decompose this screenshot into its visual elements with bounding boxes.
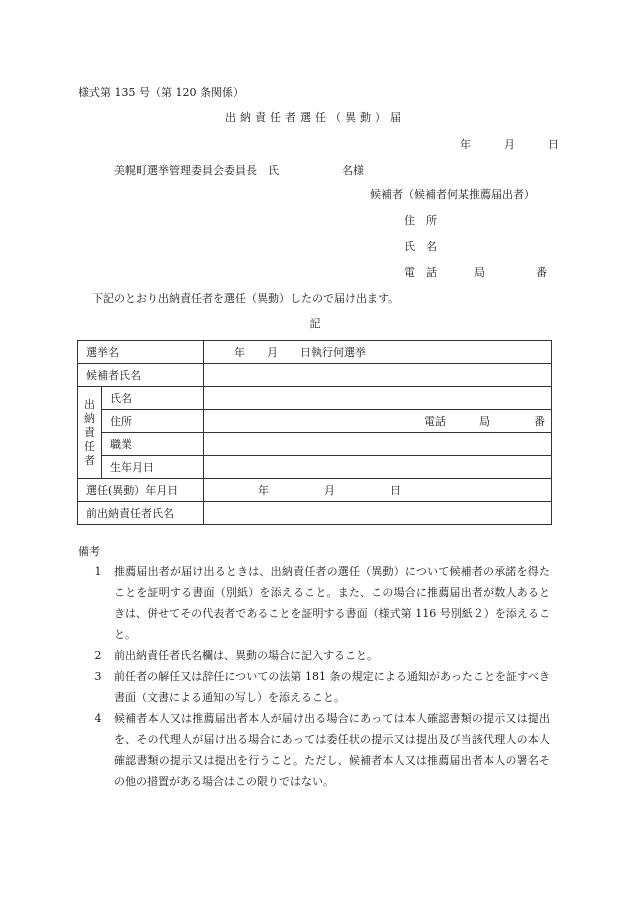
date-day: 日 (548, 138, 559, 151)
appointment-year: 年 (258, 484, 269, 497)
appointment-day: 日 (390, 484, 401, 497)
treasurer-address-value[interactable] (204, 410, 552, 433)
previous-treasurer-value[interactable] (204, 502, 552, 525)
table-row (78, 341, 552, 364)
appointment-value[interactable] (204, 479, 552, 502)
note-number: 3 (94, 670, 102, 683)
treasurer-birthdate-label: 生年月日 (102, 456, 204, 479)
date-year: 年 (460, 138, 471, 151)
form-number: 様式第 135 号（第 120 条関係） (78, 86, 244, 99)
treasurer-occupation-label: 職業 (102, 433, 204, 456)
note-item (86, 708, 550, 792)
note-number: 1 (94, 565, 102, 578)
note-item (86, 561, 550, 645)
election-value[interactable]: 年 月 日執行何選挙 (204, 341, 552, 364)
note-item (86, 645, 550, 666)
note-text: 候補者本人又は推薦届出者本人が届け出る場合にあっては本人確認書類の提示又は提出を、その代理人が届け出る場合にあっては委任状の提示又は提出及び当該代理人の本人確認書類の提示又は提出を行うこと。ただし、候補者本人又は推薦届出者本人の署名その他の措置がある場合はこの限りではない。 (114, 712, 550, 788)
group-char: 任 (84, 439, 95, 453)
treasurer-name-label: 氏名 (102, 387, 204, 410)
note-number: 2 (94, 649, 102, 662)
note-text: 前任者の解任又は辞任についての法第 181 条の規定による通知があったことを証すべき書面（文書による通知の写し）を添えること。 (114, 670, 550, 704)
applicant-phone-label: 電 話 (404, 266, 437, 279)
treasurer-phone: 電話 局 番 (424, 415, 545, 428)
form-table (77, 340, 552, 525)
note-text: 推薦届出者が届け出るときは、出納責任者の選任（異動）について候補者の承諾を得たことを証明する書面（別紙）を添えること。また、この場合に推薦届出者が数人あるときは、併せてその代表者であることを証明する書面（様式第 116 号別紙２）を添えること。 (114, 565, 550, 641)
table-row (78, 410, 552, 433)
group-char: 納 (84, 411, 95, 425)
group-char: 責 (84, 425, 95, 439)
treasurer-group-label (78, 387, 102, 479)
previous-treasurer-label: 前出納責任者氏名 (78, 502, 204, 525)
appointment-month: 月 (324, 484, 335, 497)
table-row (78, 502, 552, 525)
treasurer-address-label: 住所 (102, 410, 204, 433)
applicant-phone-exchange: 局 (474, 266, 485, 279)
table-row (78, 479, 552, 502)
date-month: 月 (504, 138, 515, 151)
date-line (460, 136, 559, 152)
group-char: 者 (84, 453, 95, 467)
appointment-label: 選任(異動）年月日 (78, 479, 204, 502)
applicant-label: 候補者（候補者何某推薦届出者） (370, 188, 535, 201)
candidate-label: 候補者氏名 (78, 364, 204, 387)
table-row (78, 433, 552, 456)
intro-text: 下記のとおり出納責任者を選任（異動）したので届け出ます。 (92, 292, 400, 305)
addressee (114, 162, 364, 178)
remarks-title: 備考 (78, 545, 100, 558)
applicant-name-label: 氏 名 (404, 240, 437, 253)
table-row (78, 387, 552, 410)
election-label: 選挙名 (78, 341, 204, 364)
note-number: 4 (94, 712, 102, 725)
treasurer-birthdate-value[interactable] (204, 456, 552, 479)
ki-heading: 記 (309, 317, 321, 330)
treasurer-name-value[interactable] (204, 387, 552, 410)
note-text: 前出納責任者氏名欄は、異動の場合に記入すること。 (114, 649, 378, 662)
note-item (86, 666, 550, 708)
applicant-address-label: 住 所 (404, 214, 437, 227)
table-row (78, 456, 552, 479)
treasurer-occupation-value[interactable] (204, 433, 552, 456)
table-row (78, 364, 552, 387)
addressee-prefix: 美幌町選挙管理委員会委員長 氏 (114, 164, 279, 177)
applicant-phone-number: 番 (536, 266, 547, 279)
applicant-phone-row (404, 264, 547, 280)
candidate-value[interactable] (204, 364, 552, 387)
addressee-suffix: 名様 (342, 164, 364, 177)
group-char: 出 (84, 397, 95, 411)
document-title: 出納責任者選任（異動）届 (225, 111, 405, 124)
